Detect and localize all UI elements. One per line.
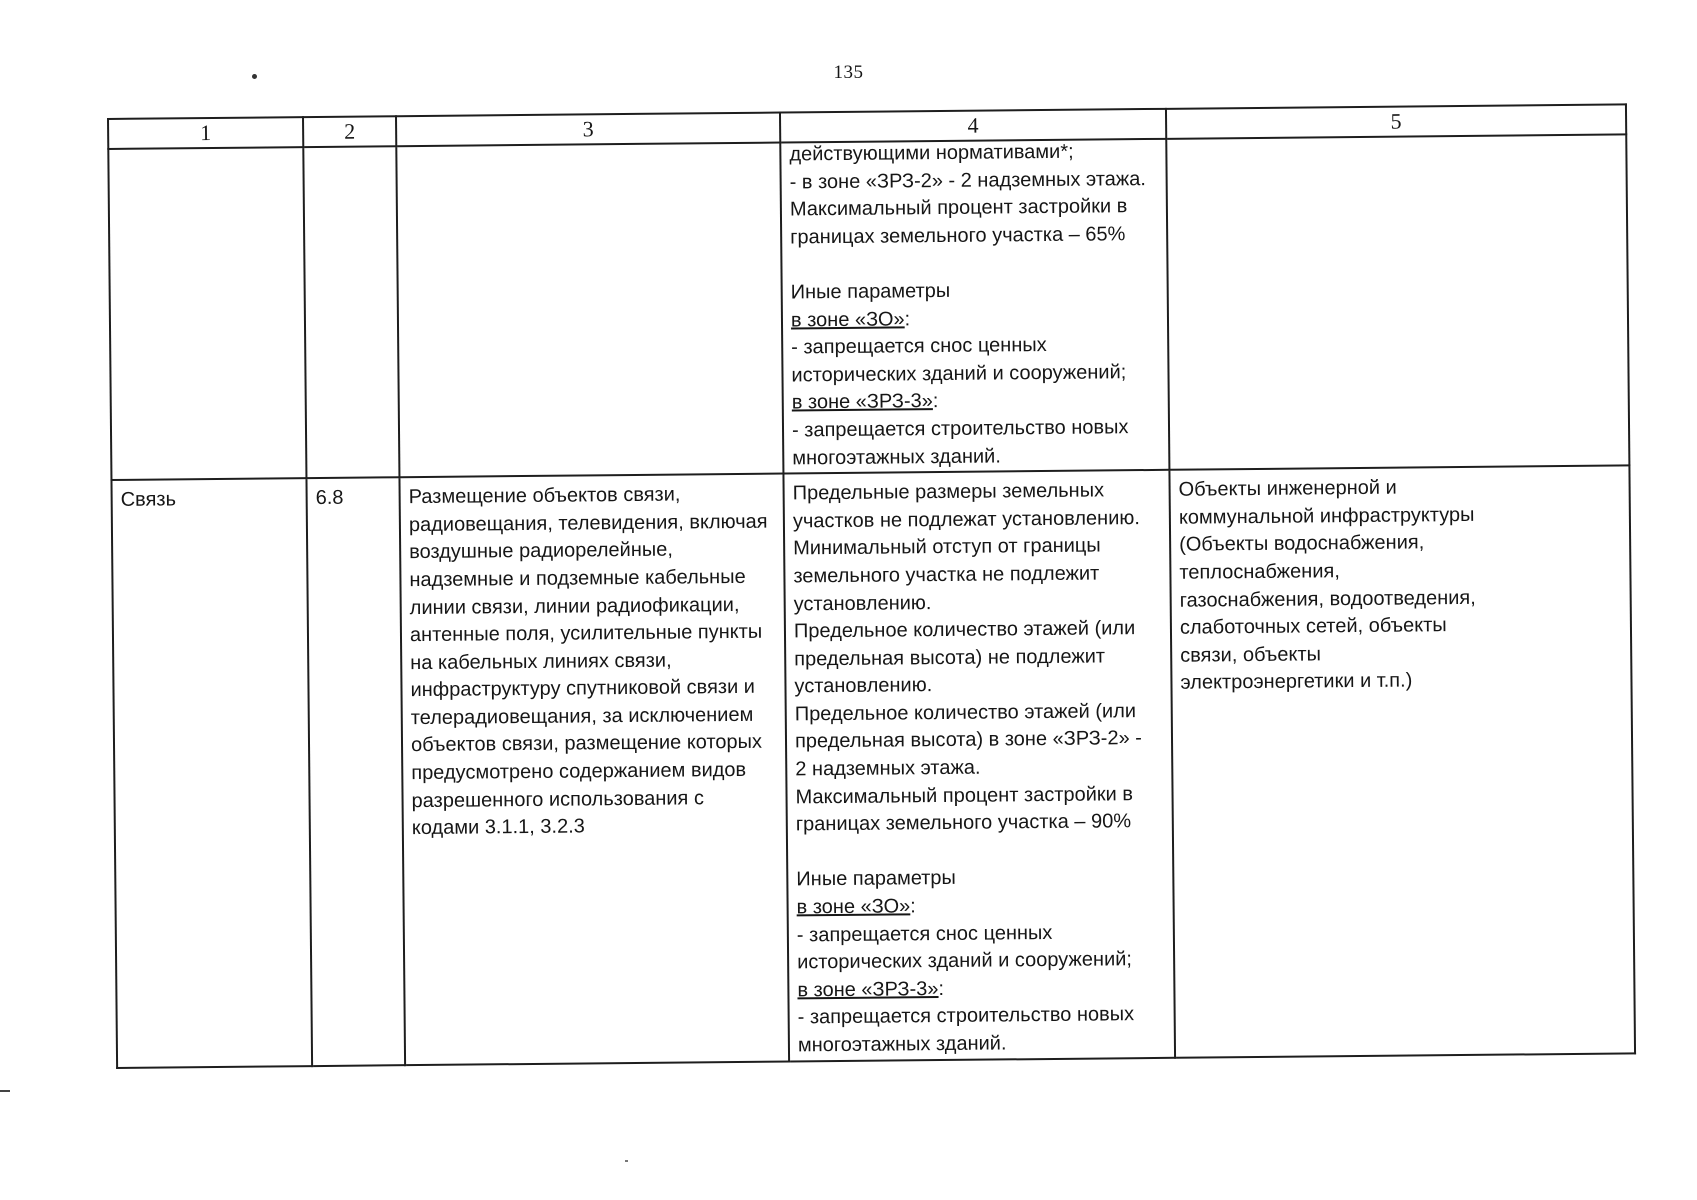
use-name: Связь xyxy=(120,488,177,512)
text-line xyxy=(797,974,1165,1005)
text-line xyxy=(793,560,1161,591)
line-text: границах земельного участка – 65% xyxy=(790,223,1126,249)
text-line: разрешенного использования с xyxy=(411,786,704,812)
land-use-table xyxy=(107,103,1636,1068)
text-line: надземные и подземные кабельные xyxy=(409,565,746,592)
text-line xyxy=(792,441,1160,472)
text-line: антенные поля, усилительные пункты xyxy=(409,620,763,647)
zone-heading: в зоне «ЗРЗ-3» xyxy=(791,390,933,414)
text-line xyxy=(795,725,1163,756)
line-text: 2 надземных этажа. xyxy=(795,756,981,781)
header-cell-3: 3 xyxy=(396,113,780,147)
text-line xyxy=(791,276,1159,307)
text-line: теплоснабжения, xyxy=(1179,560,1340,584)
text-line xyxy=(790,221,1158,252)
text-line: (Объекты водоснабжения, xyxy=(1179,531,1425,557)
use-description xyxy=(409,481,778,843)
line-text: - запрещается снос ценных xyxy=(796,921,1053,947)
text-line: связи, объекты xyxy=(1180,643,1322,667)
header-cell-2: 2 xyxy=(303,116,396,147)
text-line xyxy=(795,781,1163,812)
line-text: установлению. xyxy=(794,674,933,698)
line-text: многоэтажных зданий. xyxy=(797,1032,1007,1057)
text-line: Объекты инженерной и xyxy=(1178,476,1397,501)
line-text: Максимальный процент застройки в xyxy=(795,782,1134,809)
text-line xyxy=(796,891,1164,922)
cell-use-name xyxy=(111,478,312,1067)
text-line xyxy=(798,1029,1166,1060)
parameters-text xyxy=(793,477,1167,1060)
line-suffix: : xyxy=(938,977,945,1000)
params-text xyxy=(789,138,1160,473)
text-line xyxy=(796,836,1164,867)
header-cell-5: 5 xyxy=(1166,104,1626,138)
cell-col1-continuation xyxy=(108,147,306,480)
text-line: радиовещания, телевидения, включая xyxy=(408,510,768,536)
text-line xyxy=(794,587,1162,618)
line-text: Предельное количество этажей (или xyxy=(793,617,1136,643)
text-line xyxy=(793,505,1161,536)
line-text: - запрещается строительство новых xyxy=(791,416,1129,442)
text-line: Размещение объектов связи, xyxy=(408,483,681,509)
text-line: объектов связи, размещение которых xyxy=(410,731,763,757)
cell-parameters xyxy=(783,470,1175,1061)
text-line xyxy=(792,386,1160,417)
use-code: 6.8 xyxy=(315,486,344,510)
text-line xyxy=(794,643,1162,674)
line-text: границах земельного участка – 90% xyxy=(795,810,1132,836)
line-text: земельного участка не подлежит xyxy=(793,562,1100,588)
line-text: Минимальный отступ от границы xyxy=(793,534,1101,560)
text-line xyxy=(794,670,1162,701)
line-text: - запрещается снос ценных xyxy=(791,334,1047,359)
cell-auxiliary-uses xyxy=(1169,466,1635,1058)
cell-use-description xyxy=(399,474,789,1065)
table-row-svyaz xyxy=(111,466,1635,1068)
line-text: исторических зданий и сооружений; xyxy=(791,360,1127,387)
text-line: воздушные радиорелейные, xyxy=(409,538,673,564)
table-container xyxy=(107,103,1634,1068)
text-line: слаботочных сетей, объекты xyxy=(1179,614,1447,639)
text-line xyxy=(797,919,1165,950)
line-text: Максимальный процент застройки в xyxy=(789,195,1128,221)
line-text: действующими нормативами*; xyxy=(789,140,1074,166)
line-suffix: : xyxy=(932,390,939,413)
cell-col2-continuation xyxy=(303,146,399,478)
cell-col5-continuation xyxy=(1166,134,1629,470)
line-text: - запрещается строительство новых xyxy=(797,1003,1135,1029)
text-line xyxy=(793,532,1161,563)
line-text: Предельное количество этажей (или xyxy=(794,700,1137,726)
text-line xyxy=(792,414,1160,445)
text-line xyxy=(790,166,1158,197)
table-row-continuation xyxy=(108,134,1629,480)
line-text: Иные параметры xyxy=(790,279,951,304)
line-text: участков не подлежат установлению. xyxy=(792,506,1140,533)
text-line xyxy=(793,477,1161,508)
line-text: многоэтажных зданий. xyxy=(792,444,1001,469)
zone-heading: в зоне «ЗО» xyxy=(790,307,905,332)
line-text: установлению. xyxy=(793,591,932,615)
text-line: газоснабжения, водоотведения, xyxy=(1179,586,1476,612)
text-line xyxy=(790,248,1158,279)
text-line xyxy=(798,1001,1166,1032)
line-suffix: : xyxy=(910,895,916,918)
cell-col4-continuation xyxy=(780,139,1169,474)
text-line xyxy=(791,359,1159,390)
text-line xyxy=(791,303,1159,334)
text-line: кодами 3.1.1, 3.2.3 xyxy=(411,815,585,840)
line-text: предельная высота) в зоне «ЗРЗ-2» - xyxy=(794,727,1142,753)
text-line: электроэнергетики и т.п.) xyxy=(1180,669,1413,695)
text-line: на кабельных линиях связи, xyxy=(410,649,672,674)
scan-artifact-speck xyxy=(625,1160,628,1162)
page-number: 135 xyxy=(833,62,864,83)
text-line xyxy=(795,753,1163,784)
cell-use-code xyxy=(306,477,405,1065)
text-line: телерадиовещания, за исключением xyxy=(410,703,754,729)
text-line: инфраструктуру спутниковой связи и xyxy=(410,676,756,702)
text-line xyxy=(796,863,1164,894)
zone-heading: в зоне «ЗО» xyxy=(796,895,911,919)
line-text: - в зоне «ЗРЗ-2» - 2 надземных этажа. xyxy=(789,167,1146,194)
text-line xyxy=(790,193,1158,224)
text-line xyxy=(791,331,1159,362)
line-suffix: : xyxy=(904,307,911,330)
zone-heading: в зоне «ЗРЗ-3» xyxy=(797,977,939,1002)
text-line xyxy=(797,946,1165,977)
text-line xyxy=(794,615,1162,646)
cell-col3-continuation xyxy=(396,143,783,478)
text-line xyxy=(795,698,1163,729)
header-cell-4: 4 xyxy=(780,109,1166,143)
auxiliary-uses-text xyxy=(1178,473,1622,698)
text-line: коммунальной инфраструктуры xyxy=(1178,503,1475,529)
line-text: предельная высота) не подлежит xyxy=(794,645,1106,671)
scan-margin-mark xyxy=(0,1090,10,1092)
line-text: исторических зданий и сооружений; xyxy=(797,948,1133,974)
line-text: Предельные размеры земельных xyxy=(792,479,1105,505)
text-line: линии связи, линии радиофикации, xyxy=(409,593,740,619)
line-text: Иные параметры xyxy=(796,867,956,891)
text-line: предусмотрено содержанием видов xyxy=(411,758,747,785)
header-cell-1: 1 xyxy=(108,117,303,149)
text-line xyxy=(796,808,1164,839)
text-line xyxy=(789,138,1157,169)
